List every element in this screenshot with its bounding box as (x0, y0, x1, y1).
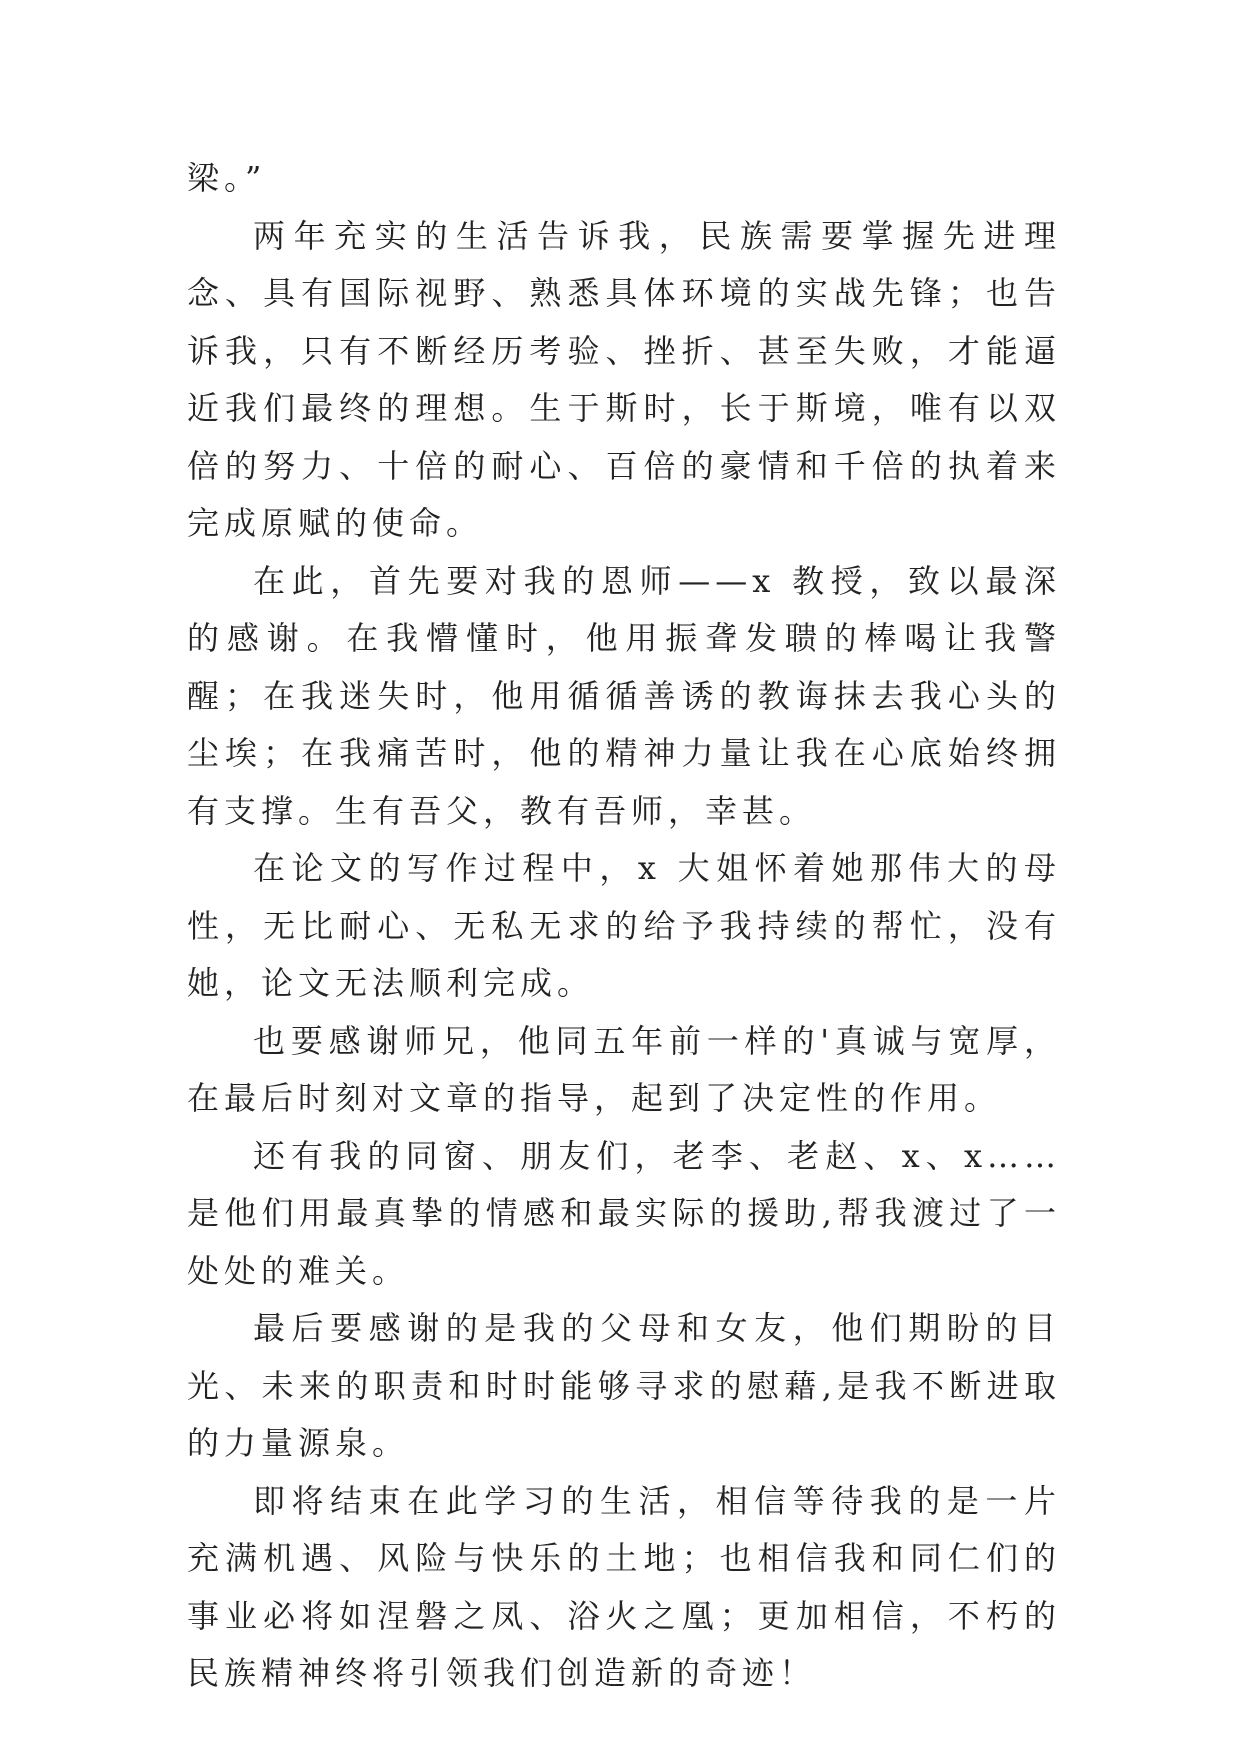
paragraph: 即将结束在此学习的生活，相信等待我的是一片充满机遇、风险与快乐的土地；也相信我和同仁们的事业必将如涅磐之凤、浴火之凰；更加相信，不朽的民族精神终将引领我们创造新的奇迹！ (187, 1481, 1061, 1692)
body-text (187, 150, 1061, 1703)
paragraph: 在论文的写作过程中，x 大姐怀着她那伟大的母性，无比耐心、无私无求的给予我持续的帮忙，没有她，论文无法顺利完成。 (187, 849, 1061, 1002)
paragraph: 还有我的同窗、朋友们，老李、老赵、x、x……是他们用最真挚的情感和最实际的援助,帮我渡过了一处处的难关。 (187, 1136, 1061, 1290)
paragraph-continuation: 梁。” (187, 159, 267, 197)
paragraph: 也要感谢师兄，他同五年前一样的'真诚与宽厚，在最后时刻对文章的指导，起到了决定性的作用。 (187, 1021, 1061, 1117)
paragraph: 最后要感谢的是我的父母和女友，他们期盼的目光、未来的职责和时时能够寻求的慰藉,是我不断进取的力量源泉。 (187, 1309, 1061, 1462)
paragraph: 两年充实的生活告诉我，民族需要掌握先进理念、具有国际视野、熟悉具体环境的实战先锋；也告诉我，只有不断经历考验、挫折、甚至失败，才能逼近我们最终的理想。生于斯时，长于斯境，唯有以双倍的努力、十倍的耐心、百倍的豪情和千倍的执着来完成原赋的使命。 (187, 216, 1061, 542)
paragraph: 在此，首先要对我的恩师——x 教授，致以最深的感谢。在我懵懂时，他用振聋发聩的棒喝让我警醒；在我迷失时，他用循循善诱的教诲抹去我心头的尘埃；在我痛苦时，他的精神力量让我在心底始终拥有支撑。生有吾父，教有吾师，幸甚。 (187, 561, 1061, 830)
